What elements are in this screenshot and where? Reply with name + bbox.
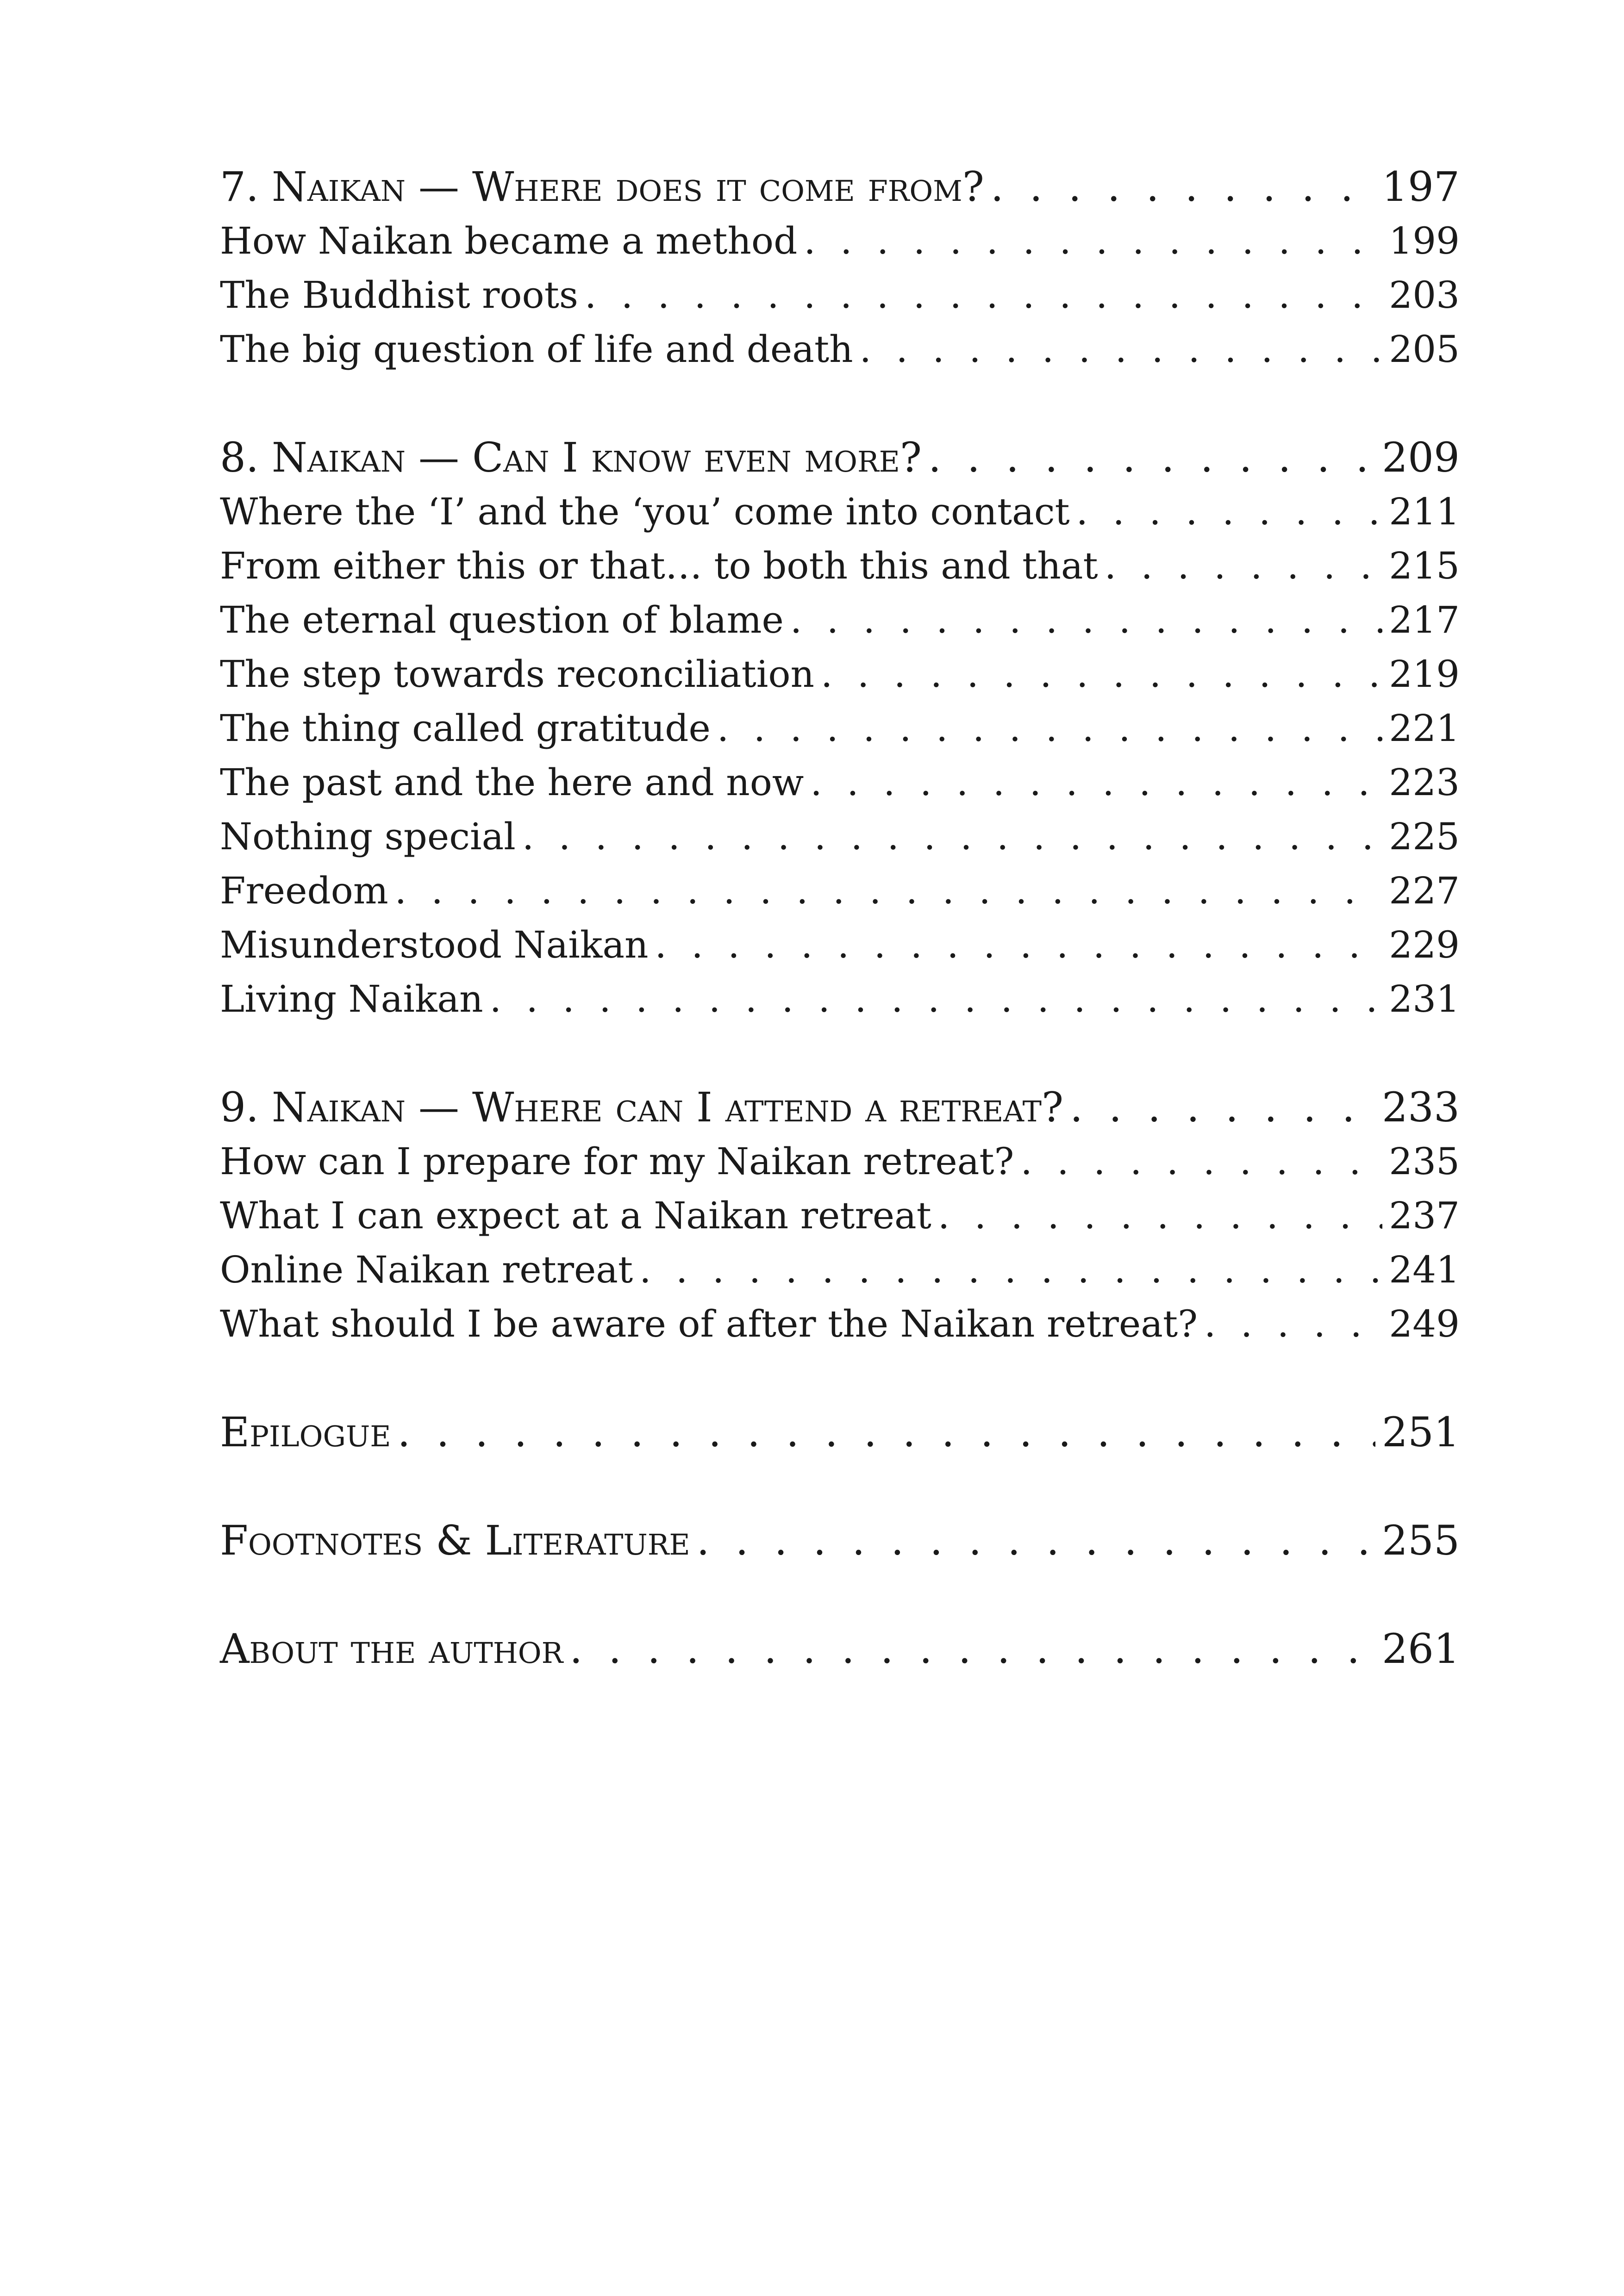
- dot-leader: [697, 1513, 1375, 1568]
- toc-entry[interactable]: [220, 1297, 1460, 1351]
- dot-leader: [490, 972, 1383, 1026]
- toc-entry-title: How Naikan became a method: [220, 219, 798, 262]
- toc-entry-title: Where the ‘I’ and the ‘you’ come into contact: [220, 490, 1070, 533]
- dot-leader: [790, 593, 1382, 647]
- toc-entry[interactable]: [220, 322, 1460, 376]
- toc-entry[interactable]: [220, 918, 1460, 972]
- toc-page-number: 261: [1382, 1625, 1460, 1673]
- toc-entry[interactable]: [220, 701, 1460, 755]
- dot-leader: [585, 268, 1382, 322]
- toc-entry[interactable]: [220, 485, 1460, 539]
- toc-entry[interactable]: [220, 972, 1460, 1026]
- toc-entry[interactable]: [220, 539, 1460, 593]
- dot-leader: [717, 701, 1382, 755]
- dot-leader: [860, 322, 1383, 376]
- toc-entry[interactable]: [220, 214, 1460, 268]
- toc-page-number: 199: [1389, 219, 1460, 262]
- toc-entry-title: What should I be aware of after the Naikan retreat?: [220, 1302, 1198, 1345]
- toc-chapter-title: 9. Naikan — Where can I attend a retreat?: [220, 1083, 1064, 1131]
- toc-page-number: 205: [1389, 328, 1460, 371]
- toc-page-number: 217: [1389, 598, 1460, 641]
- toc-about-author[interactable]: [220, 1622, 1460, 1676]
- dot-leader: [810, 755, 1382, 809]
- toc-entry[interactable]: [220, 1134, 1460, 1188]
- toc-entry-title: The past and the here and now: [220, 761, 804, 804]
- dot-leader: [928, 430, 1375, 485]
- toc-page-number: 221: [1389, 707, 1460, 750]
- toc-page-number: 249: [1389, 1302, 1460, 1345]
- dot-leader: [1076, 485, 1383, 539]
- toc-section-title: About the author: [220, 1625, 563, 1673]
- toc-page-number: 241: [1389, 1248, 1460, 1291]
- toc-entry-title: Nothing special: [220, 815, 516, 858]
- toc-page-number: 209: [1382, 434, 1460, 481]
- toc-entry[interactable]: [220, 755, 1460, 809]
- toc-section-title: Footnotes & Literature: [220, 1517, 690, 1564]
- toc-entry-title: How can I prepare for my Naikan retreat?: [220, 1140, 1014, 1183]
- toc-page-number: 203: [1389, 274, 1460, 317]
- toc-entry-title: The big question of life and death: [220, 328, 853, 371]
- toc-page-number: 227: [1389, 869, 1460, 912]
- toc-entry-title: Living Naikan: [220, 977, 483, 1020]
- toc-entry[interactable]: [220, 647, 1460, 701]
- toc-chapter-title: 7. Naikan — Where does it come from?: [220, 163, 984, 211]
- dot-leader: [804, 214, 1382, 268]
- dot-leader: [1020, 1134, 1382, 1188]
- toc-page-number: 215: [1389, 544, 1460, 587]
- toc-page-number: 223: [1389, 761, 1460, 804]
- dot-leader: [938, 1188, 1382, 1243]
- toc-chapter-8[interactable]: [220, 430, 1460, 485]
- toc-entry-title: Online Naikan retreat: [220, 1248, 633, 1291]
- toc-entry-title: The Buddhist roots: [220, 274, 578, 317]
- dot-leader: [639, 1243, 1382, 1297]
- toc-entry[interactable]: [220, 593, 1460, 647]
- toc-entry-title: The step towards reconciliation: [220, 653, 815, 696]
- toc-entry[interactable]: [220, 864, 1460, 918]
- toc-entry-title: Misunderstood Naikan: [220, 923, 649, 966]
- toc-page-number: 237: [1389, 1194, 1460, 1237]
- toc-page-number: 255: [1382, 1517, 1460, 1564]
- dot-leader: [569, 1622, 1375, 1676]
- dot-leader: [1204, 1297, 1382, 1351]
- toc-footnotes[interactable]: [220, 1513, 1460, 1568]
- toc-entry[interactable]: [220, 268, 1460, 322]
- toc-page-number: 219: [1389, 653, 1460, 696]
- toc-entry[interactable]: [220, 1188, 1460, 1243]
- toc-chapter-title: 8. Naikan — Can I know even more?: [220, 434, 922, 481]
- toc-page-number: 197: [1382, 163, 1460, 211]
- toc-page-number: 225: [1389, 815, 1460, 858]
- toc-entry-title: The thing called gratitude: [220, 707, 711, 750]
- toc-section-title: Epilogue: [220, 1408, 391, 1456]
- dot-leader: [522, 809, 1382, 864]
- dot-leader: [821, 647, 1382, 701]
- toc-entry-title: From either this or that… to both this and that: [220, 544, 1098, 587]
- dot-leader: [1105, 539, 1383, 593]
- toc-page-number: 235: [1389, 1140, 1460, 1183]
- table-of-contents: [220, 160, 1460, 1676]
- toc-page-number: 233: [1382, 1083, 1460, 1131]
- toc-page-number: 251: [1382, 1408, 1460, 1456]
- toc-entry[interactable]: [220, 1243, 1460, 1297]
- toc-epilogue[interactable]: [220, 1405, 1460, 1459]
- toc-chapter-9[interactable]: [220, 1080, 1460, 1134]
- toc-page-number: 211: [1389, 490, 1460, 533]
- toc-entry[interactable]: [220, 809, 1460, 864]
- toc-page-number: 231: [1389, 977, 1460, 1020]
- dot-leader: [1070, 1080, 1375, 1134]
- dot-leader: [398, 1405, 1376, 1459]
- dot-leader: [655, 918, 1383, 972]
- toc-entry-title: What I can expect at a Naikan retreat: [220, 1194, 931, 1237]
- toc-page-number: 229: [1389, 923, 1460, 966]
- toc-entry-title: The eternal question of blame: [220, 598, 784, 641]
- toc-chapter-7[interactable]: [220, 160, 1460, 214]
- dot-leader: [395, 864, 1383, 918]
- toc-entry-title: Freedom: [220, 869, 388, 912]
- dot-leader: [991, 160, 1375, 214]
